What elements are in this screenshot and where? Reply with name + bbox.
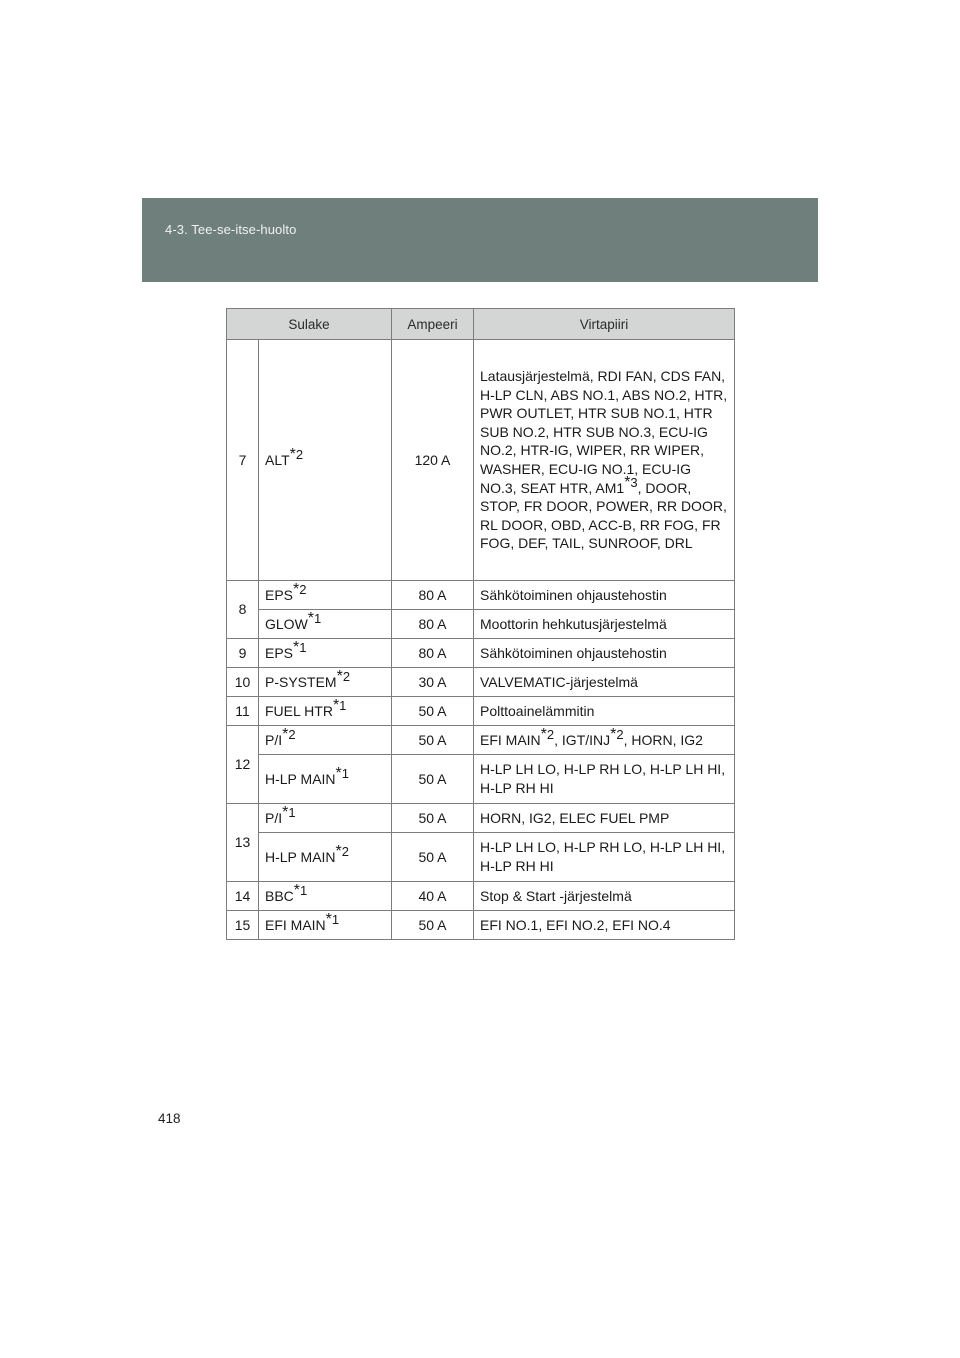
page-number: 418: [158, 1111, 181, 1126]
fuse-ampere: 50 A: [392, 833, 474, 882]
table-row: [227, 668, 735, 697]
fuse-circuit: VALVEMATIC-järjestelmä: [474, 668, 735, 697]
fuse-name: [259, 833, 392, 882]
table-row: [227, 833, 735, 882]
fuse-name: [259, 668, 392, 697]
footnote-mark: *2: [335, 843, 350, 861]
fuse-name: [259, 340, 392, 581]
table-header-row: [227, 309, 735, 340]
fuse-circuit: [474, 726, 735, 755]
footnote-mark: *2: [610, 726, 624, 744]
fuse-number: 10: [227, 668, 259, 697]
section-header-band: [142, 198, 818, 282]
fuse-label: P/I: [265, 809, 283, 826]
footnote-mark: *1: [307, 610, 322, 628]
fuse-ampere: 80 A: [392, 639, 474, 668]
table-row: [227, 639, 735, 668]
table-row: [227, 726, 735, 755]
fuse-circuit: H-LP LH LO, H-LP RH LO, H-LP LH HI, H-LP RH HI: [474, 755, 735, 804]
fuse-number: 12: [227, 726, 259, 804]
footnote-mark: *2: [282, 726, 296, 744]
table-row: [227, 911, 735, 940]
column-header-circuit: Virtapiiri: [474, 309, 735, 340]
fuse-number: 11: [227, 697, 259, 726]
circuit-text-end: , HORN, IG2: [623, 731, 703, 748]
footnote-mark: *1: [325, 911, 340, 929]
fuse-number: 9: [227, 639, 259, 668]
table-row: [227, 697, 735, 726]
fuse-label: EPS: [265, 644, 294, 661]
fuse-number: 13: [227, 804, 259, 882]
fuse-circuit: Stop & Start -järjestelmä: [474, 882, 735, 911]
fuse-name: [259, 697, 392, 726]
footnote-mark: *1: [332, 697, 347, 715]
fuse-circuit: Polttoainelämmitin: [474, 697, 735, 726]
circuit-text: Latausjärjestelmä, RDI FAN, CDS FAN, H-LP CLN, ABS NO.1, ABS NO.2, HTR, PWR OUTLET, HTR SUB NO.1, HTR SUB NO.2, HTR SUB NO.3, ECU-IG NO.2, HTR-IG, WIPER, RR WIPER, WASHER, ECU-IG NO.1, ECU-IG NO.3, SEAT HTR, AM1: [480, 368, 728, 496]
fuse-circuit: EFI NO.1, EFI NO.2, EFI NO.4: [474, 911, 735, 940]
fuse-label: P-SYSTEM: [265, 673, 337, 690]
fuse-label: FUEL HTR: [265, 702, 333, 719]
fuse-number: 14: [227, 882, 259, 911]
table-row: [227, 755, 735, 804]
fuse-name: [259, 755, 392, 804]
fuse-circuit: Moottorin hehkutusjärjestelmä: [474, 610, 735, 639]
fuse-label: H-LP MAIN: [265, 848, 336, 865]
footnote-mark: *1: [335, 765, 350, 783]
footnote-mark: *2: [289, 446, 304, 464]
fuse-label: EPS: [265, 586, 294, 603]
fuse-label: GLOW: [265, 615, 308, 632]
fuse-ampere: 50 A: [392, 911, 474, 940]
footnote-mark: *1: [282, 804, 296, 822]
section-title: 4-3. Tee-se-itse-huolto: [165, 222, 297, 237]
fuse-ampere: 80 A: [392, 610, 474, 639]
fuse-label: EFI MAIN: [265, 916, 326, 933]
fuse-circuit: Sähkötoiminen ohjaustehostin: [474, 639, 735, 668]
fuse-name: [259, 911, 392, 940]
fuse-circuit: H-LP LH LO, H-LP RH LO, H-LP LH HI, H-LP RH HI: [474, 833, 735, 882]
table-row: [227, 610, 735, 639]
circuit-text: EFI MAIN: [480, 731, 541, 748]
circuit-text-continued: , DOOR, STOP, FR DOOR, POWER, RR DOOR, RL DOOR, OBD, ACC-B, RR FOG, FR FOG, DEF, TAIL, SUNROOF, DRL: [480, 479, 727, 552]
fuse-name: [259, 581, 392, 610]
footnote-mark: *2: [293, 581, 307, 599]
table-row: [227, 340, 735, 581]
fuse-number: 7: [227, 340, 259, 581]
footnote-mark: *1: [293, 639, 307, 657]
fuse-label: BBC: [265, 887, 294, 904]
fuse-name: [259, 882, 392, 911]
fuse-label: H-LP MAIN: [265, 770, 336, 787]
fuse-label: P/I: [265, 731, 283, 748]
fuse-label: ALT: [265, 451, 290, 468]
fuse-table: [226, 308, 735, 940]
fuse-ampere: 50 A: [392, 726, 474, 755]
column-header-fuse: Sulake: [227, 309, 392, 340]
footnote-mark: *1: [293, 882, 308, 900]
table-row: [227, 804, 735, 833]
fuse-ampere: 120 A: [392, 340, 474, 581]
footnote-mark: *2: [540, 726, 555, 744]
fuse-ampere: 50 A: [392, 804, 474, 833]
fuse-name: [259, 804, 392, 833]
fuse-name: [259, 726, 392, 755]
footnote-mark: *3: [624, 473, 638, 491]
fuse-ampere: 50 A: [392, 755, 474, 804]
fuse-name: [259, 639, 392, 668]
column-header-ampere: Ampeeri: [392, 309, 474, 340]
circuit-text-continued: , IGT/INJ: [554, 731, 611, 748]
fuse-circuit: HORN, IG2, ELEC FUEL PMP: [474, 804, 735, 833]
fuse-ampere: 30 A: [392, 668, 474, 697]
fuse-circuit: Sähkötoiminen ohjaustehostin: [474, 581, 735, 610]
table-row: [227, 581, 735, 610]
fuse-number: 8: [227, 581, 259, 639]
table-row: [227, 882, 735, 911]
fuse-ampere: 40 A: [392, 882, 474, 911]
fuse-ampere: 80 A: [392, 581, 474, 610]
fuse-number: 15: [227, 911, 259, 940]
fuse-ampere: 50 A: [392, 697, 474, 726]
footnote-mark: *2: [336, 668, 351, 686]
fuse-circuit: [474, 340, 735, 581]
fuse-name: [259, 610, 392, 639]
